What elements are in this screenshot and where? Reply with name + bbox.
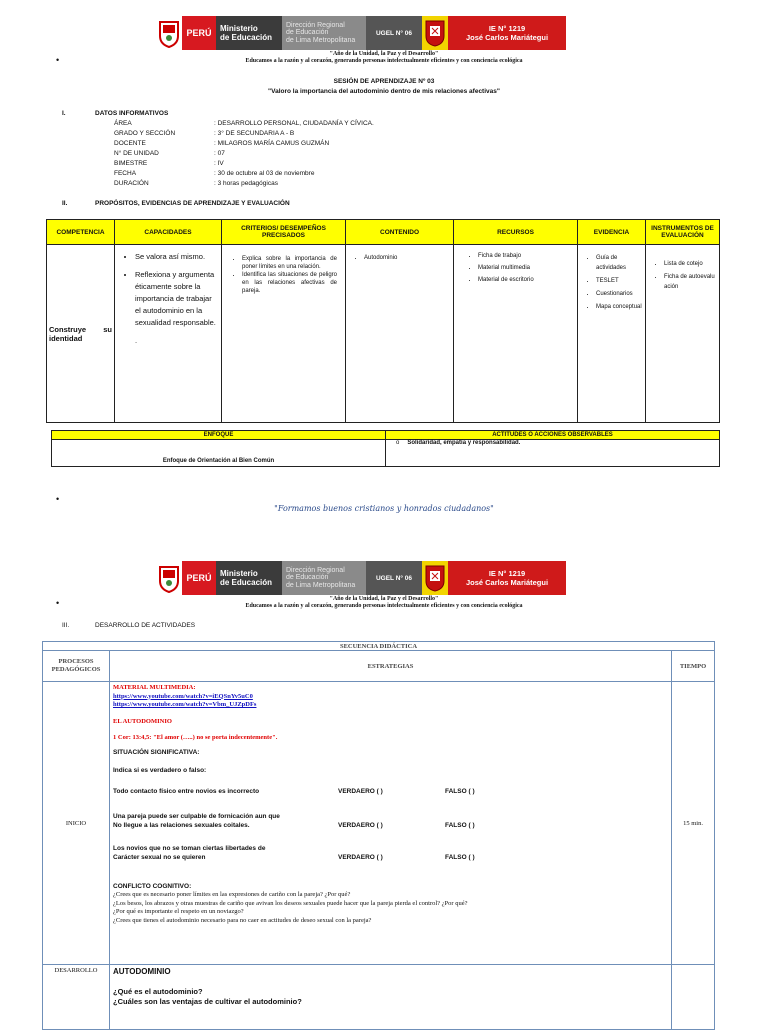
section-number: II. [62,200,68,207]
competencia-cell: Construye su identidad [47,245,115,423]
desarrollo-strategies [110,965,672,1030]
section-number: I. [62,110,66,117]
info-label: DURACIÓN [114,180,149,187]
info-value: : 3° DE SECUNDARIA A - B [214,130,295,137]
recursos-cell [454,245,578,423]
col-header: CONTENIDO [346,220,454,245]
motto: "Año de la Unidad, la Paz y el Desarrollo" Educamos a la razón y al corazón, generando personas intelectualmente eficientes y con conciencia ecológica [245,596,523,609]
info-value: : IV [214,160,224,167]
info-value: : MILAGROS MARÍA CAMUS GUZMÁN [214,140,330,147]
session-name: "Valoro la importancia del autodominio dentro de mis relaciones afectivas" [268,88,500,95]
list-item: • Reflexiona y argumenta éticamente sobre la importancia de trabajar el autodominio en la sexualidad responsable. [135,269,219,329]
col-header: CRITERIOS/ DESEMPEÑOS PRECISADOS [222,220,346,245]
info-value: : 30 de octubre al 03 de noviembre [214,170,315,177]
time-cell [672,965,715,1030]
evidencia-cell [578,245,646,423]
situacion-label: SITUACIÓN SIGNIFICATIVA: [113,748,200,756]
capacidades-cell [115,245,222,423]
statement-row: Una pareja puede ser culpable de fornicación aun que [113,812,280,820]
statement-row: Todo contacto físico entre novios es incorrecto VERDAERO ( ) FALSO ( ) [113,787,475,795]
peru-shield-icon [156,561,182,595]
trailing-dot: . [135,336,138,345]
col-header: ACTITUDES O ACCIONES OBSERVABLES [386,431,720,440]
material-label: MATERIAL MULTIMEDIA: [113,684,196,691]
info-value: : 07 [214,150,225,157]
inicio-strategies [110,682,672,965]
list-item: • Lista de cotejo [664,259,717,269]
session-number: SESIÓN DE APRENDIZAJE Nº 03 [333,78,435,85]
actitudes-cell: o Solidaridad, empatía y responsabilidad. [386,440,720,467]
sequence-table [42,641,715,1030]
list-item: • Explica sobre la importancia de poner límites en una relación. [242,255,337,271]
col-header: ENFOQUE [52,431,386,440]
instruction: Indica si es verdadero o falso: [113,767,207,774]
statement-row: No llegue a las relaciones sexuales coitales. VERDAERO ( ) FALSO ( ) [113,821,475,829]
purposes-table [46,219,720,423]
section-number: III. [62,622,70,629]
peru-label: PERÚ [182,16,216,50]
list-item: • TESLET [596,276,643,286]
peru-label: PERÚ [182,561,216,595]
question: ¿Cuáles son las ventajas de cultivar el autodominio? [113,997,302,1006]
ugel-label: UGEL N° 06 [366,16,422,50]
bullet: • [56,598,60,608]
section-title: DESARROLLO DE ACTIVIDADES [95,622,196,629]
motto: "Año de la Unidad, la Paz y el Desarrollo" Educamos a la razón y al corazón, generando personas intelectualmente eficientes y con conciencia ecológica [245,51,523,64]
info-label: GRADO Y SECCIÓN [114,130,176,137]
process-label: INICIO [43,682,110,965]
process-label: DESARROLLO [43,965,110,1030]
direction-label: Dirección Regional de Educación de Lima Metropolitana [282,16,366,50]
ministry-label: Ministerio de Educación [216,561,282,595]
instrumentos-cell [646,245,720,423]
table-title: SECUENCIA DIDÁCTICA [43,642,715,651]
col-header: INSTRUMENTOS DE EVALUACIÓN [646,220,720,245]
list-item: • Se valora así mismo. [135,251,219,263]
col-header: TIEMPO [672,651,715,682]
statement-row: Carácter sexual no se quieren VERDAERO ( ) FALSO ( ) [113,853,475,861]
desarrollo-heading: AUTODOMINIO [113,967,171,976]
time-cell: 15 min. [672,682,715,965]
col-header: ESTRATEGIAS [110,651,672,682]
info-label: ÁREA [114,120,132,127]
col-header: PROCESOS PEDAGÓGICOS [43,651,110,682]
statement-row: Los novios que no se toman ciertas libertades de [113,844,266,852]
list-item: • Guía de actividades [596,253,643,273]
list-item: • Cuestionarios [596,289,643,299]
school-emblem-icon [422,16,448,50]
topic-title: EL AUTODOMINIO [113,717,172,725]
info-label: BIMESTRE [114,160,148,167]
question: ¿Por qué es importante el respeto en un noviazgo? [113,908,244,915]
info-value: : 3 horas pedagógicas [214,180,278,187]
criterios-cell [222,245,346,423]
list-item: • Ficha de trabajo [478,253,575,259]
bullet: • [56,55,60,65]
question: ¿Crees que es necesario poner límites en las expresiones de cariño con la pareja? ¿Por qué? [113,891,351,898]
video-link[interactable]: https://www.youtube.com/watch?v=Vbm_UJZpDFs [113,701,257,708]
school-emblem-icon [422,561,448,595]
col-header: RECURSOS [454,220,578,245]
info-value: : DESARROLLO PERSONAL, CIUDADANÍA Y CÍVICA. [214,120,374,127]
enfoque-cell: Enfoque de Orientación al Bien Común [52,440,386,467]
direction-label: Dirección Regional de Educación de Lima Metropolitana [282,561,366,595]
question: ¿Crees que tienes el autodominio necesario para no caer en actitudes de deseo sexual con la pareja? [113,916,372,924]
school-label: IE N° 1219 José Carlos Mariátegui [448,561,566,595]
info-label: N° DE UNIDAD [114,150,159,157]
school-slogan: "Formamos buenos cristianos y honrados ciudadanos" [274,504,494,513]
col-header: COMPETENCIA [47,220,115,245]
list-item: • Ficha de autoevaluación [664,272,717,292]
list-item: • Material multimedia [478,265,575,271]
question: ¿Qué es el autodominio? [113,987,203,996]
header-banner [156,16,566,50]
school-label: IE N° 1219 José Carlos Mariátegui [448,16,566,50]
list-item: • Mapa conceptual [596,302,643,312]
conflicto-label: CONFLICTO COGNITIVO: [113,882,192,890]
list-item: • Identifica las situaciones de peligro en las relaciones afectivas de pareja. [242,271,337,295]
col-header: CAPACIDADES [115,220,222,245]
bible-verse: 1 Cor: 13:4,5: "El amor (…..) no se porta indecentemente". [113,734,278,741]
peru-shield-icon [156,16,182,50]
section-title: PROPÓSITOS, EVIDENCIAS DE APRENDIZAJE Y EVALUACIÓN [95,200,290,207]
ugel-label: UGEL N° 06 [366,561,422,595]
info-label: DOCENTE [114,140,146,147]
enfoque-table [51,430,720,467]
list-item: • Autodominio [364,255,451,261]
ministry-label: Ministerio de Educación [216,16,282,50]
video-link[interactable]: https://www.youtube.com/watch?v=iEQSnYv5uC0 [113,692,253,700]
header-banner [156,561,566,595]
bullet: • [56,494,60,504]
question: ¿Los besos, los abrazos y otras muestras de cariño que avivan los deseos sexuales puede hacer que la pareja pierda el control? ¿Por qué? [113,899,468,907]
info-label: FECHA [114,170,137,177]
section-title: DATOS INFORMATIVOS [95,110,169,117]
contenido-cell [346,245,454,423]
list-item: • Material de escritorio [478,277,575,283]
col-header: EVIDENCIA [578,220,646,245]
